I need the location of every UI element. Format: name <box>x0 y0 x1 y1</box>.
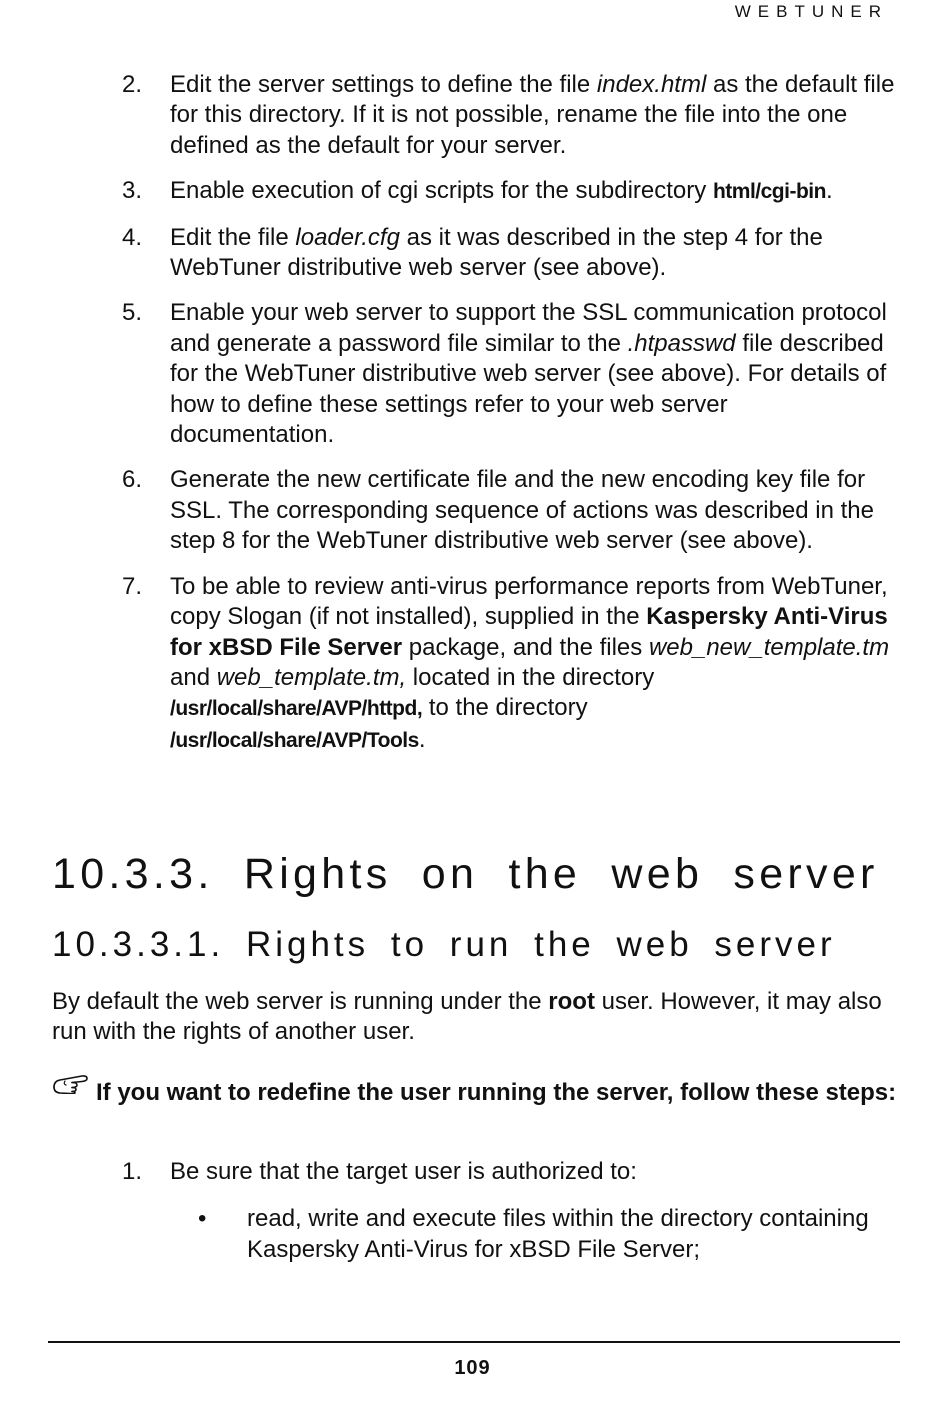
note-text: If you want to redefine the user running the server, follow these steps: <box>96 1079 897 1106</box>
running-header: WEBTUNER <box>734 2 888 21</box>
step-text: Edit the file <box>170 223 296 251</box>
filename-web-new-template: web_new_template.tm <box>648 633 890 661</box>
step-number: 7. <box>122 572 143 600</box>
procedure-note <box>52 1072 902 1108</box>
root-user: root <box>548 988 595 1015</box>
path-tools: /usr/local/share/AVP/Tools <box>170 728 419 752</box>
step-text: Generate the new certificate file and the new encoding key file for SSL. The corresponding sequence of actions was described in the step 8 for the WebTuner distributive web server (see above). <box>170 466 874 555</box>
step-text: to the directory <box>422 694 588 722</box>
filename-index-html: index.html <box>596 71 707 98</box>
step-text: Edit the server settings to define the file <box>170 71 597 98</box>
step-text: Be sure that the target user is authorized to: <box>170 1158 637 1185</box>
intro-text: user. However, it may also run with the rights of another user. <box>52 988 882 1046</box>
step-number: 3. <box>122 177 143 205</box>
path-cgi-bin: html/cgi-bin <box>712 180 826 204</box>
bullet-text: read, write and execute files within the directory containing Kaspersky Anti-Virus for xBSD File Server; <box>247 1205 869 1263</box>
footer-divider <box>48 1341 900 1343</box>
list-item-step-3 <box>0 176 897 207</box>
step-text: and <box>170 663 217 691</box>
step-text: file described for the WebTuner distributive web server (see above). For details of how to define these settings refer to your web server documentation. <box>170 329 887 449</box>
step-number: 2. <box>122 71 143 98</box>
list-item-substep-1 <box>0 1157 897 1187</box>
filename-loader-cfg: loader.cfg <box>295 223 400 251</box>
intro-text: By default the web server is running under the <box>52 988 549 1015</box>
step-text: as the default file for this directory. If it is not possible, rename the file into the one defined as the default for your server. <box>170 71 895 159</box>
step-text: package, and the files <box>402 633 649 661</box>
step-number: 6. <box>122 466 143 494</box>
step-number: 4. <box>122 223 143 251</box>
list-item-step-6 <box>0 465 897 556</box>
page-number: 109 <box>454 1357 491 1379</box>
step-text: . <box>418 725 426 753</box>
substep-list <box>0 1157 950 1265</box>
product-name: Kaspersky Anti-Virus for xBSD File Server <box>170 603 888 661</box>
step-text: . <box>825 177 833 205</box>
step-list <box>0 70 950 771</box>
bullet-marker: • <box>198 1205 207 1233</box>
subsection-heading: 10.3.3.1. Rights to run the web server <box>52 925 836 964</box>
path-httpd: /usr/local/share/AVP/httpd, <box>170 697 423 721</box>
step-number: 5. <box>122 299 143 327</box>
list-item-step-7 <box>0 572 897 756</box>
step-text: Enable your web server to support the SSL communication protocol and generate a password file similar to the <box>170 299 887 357</box>
intro-paragraph <box>52 987 892 1048</box>
step-number: 1. <box>122 1158 143 1185</box>
section-heading: 10.3.3. Rights on the web server <box>52 850 879 898</box>
list-item-step-4 <box>0 223 897 284</box>
bullet-item <box>0 1204 887 1265</box>
filename-web-template: web_template.tm, <box>216 663 407 691</box>
pointing-hand-icon <box>52 1072 96 1094</box>
list-item-step-5 <box>0 298 897 450</box>
filename-htpasswd: .htpasswd <box>627 329 736 357</box>
step-text: located in the directory <box>406 663 655 691</box>
step-text: Enable execution of cgi scripts for the subdirectory <box>170 177 713 205</box>
list-item-step-2 <box>0 70 897 161</box>
step-text: as it was described in the step 4 for the WebTuner distributive web server (see above). <box>170 223 823 282</box>
step-text: To be able to review anti-virus performance reports from WebTuner, copy Slogan (if not installed), supplied in the <box>170 572 888 631</box>
